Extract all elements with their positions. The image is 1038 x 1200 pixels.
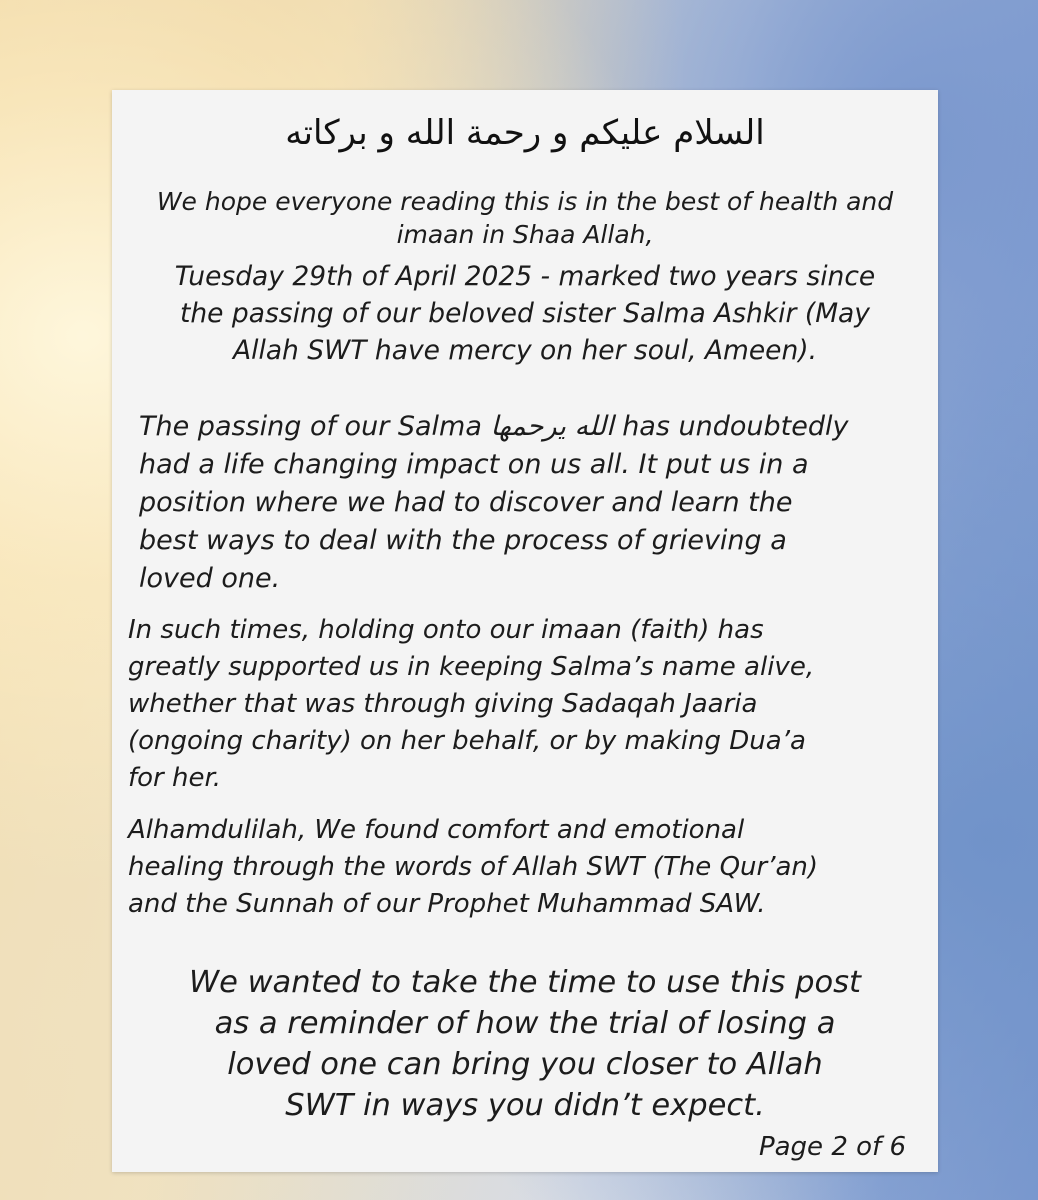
anniversary-text	[122, 258, 928, 369]
anniversary-line: Allah SWT have mercy on her soul, Ameen).	[232, 335, 818, 366]
arabic-greeting: السلام عليكم و رحمة الله و بركاته	[285, 113, 765, 153]
intro-text	[122, 185, 928, 251]
paragraph-line: greatly supported us in keeping Salma’s name alive,	[128, 652, 815, 682]
anniversary-line: the passing of our beloved sister Salma Ashkir (May	[180, 298, 870, 329]
paragraph-impact	[139, 408, 929, 598]
intro-line: imaan in Shaa Allah,	[396, 220, 654, 249]
paragraph-line: for her.	[128, 763, 222, 793]
paragraph-line: whether that was through giving Sadaqah Jaaria	[128, 689, 758, 719]
closing-line: We wanted to take the time to use this post	[188, 965, 861, 1000]
paragraph-line: position where we had to discover and learn the	[139, 487, 793, 518]
paragraph-comfort	[128, 812, 928, 923]
post-card	[112, 90, 938, 1172]
paragraph-line: best ways to deal with the process of grieving a	[139, 525, 787, 556]
closing-message	[122, 962, 928, 1126]
paragraph-line: healing through the words of Allah SWT (The Qur’an)	[128, 852, 819, 882]
paragraph-line: In such times, holding onto our imaan (faith) has	[128, 615, 764, 645]
closing-line: SWT in ways you didn’t expect.	[285, 1088, 765, 1123]
paragraph-imaan	[128, 612, 928, 797]
paragraph-line: Alhamdulilah, We found comfort and emotional	[128, 815, 745, 845]
paragraph-line: and the Sunnah of our Prophet Muhammad SAW.	[128, 889, 766, 919]
paragraph-line: loved one.	[139, 563, 281, 594]
page-indicator: Page 2 of 6	[758, 1132, 906, 1162]
paragraph-line: (ongoing charity) on her behalf, or by making Dua’a	[128, 726, 806, 756]
closing-line: as a reminder of how the trial of losing a	[214, 1006, 836, 1041]
intro-line: We hope everyone reading this is in the best of health and	[156, 187, 894, 216]
paragraph-line: The passing of our Salma الله يرحمها has undoubtedly	[139, 411, 849, 442]
anniversary-line: Tuesday 29th of April 2025 - marked two years since	[174, 261, 876, 292]
paragraph-line: had a life changing impact on us all. It put us in a	[139, 449, 809, 480]
closing-line: loved one can bring you closer to Allah	[227, 1047, 823, 1082]
